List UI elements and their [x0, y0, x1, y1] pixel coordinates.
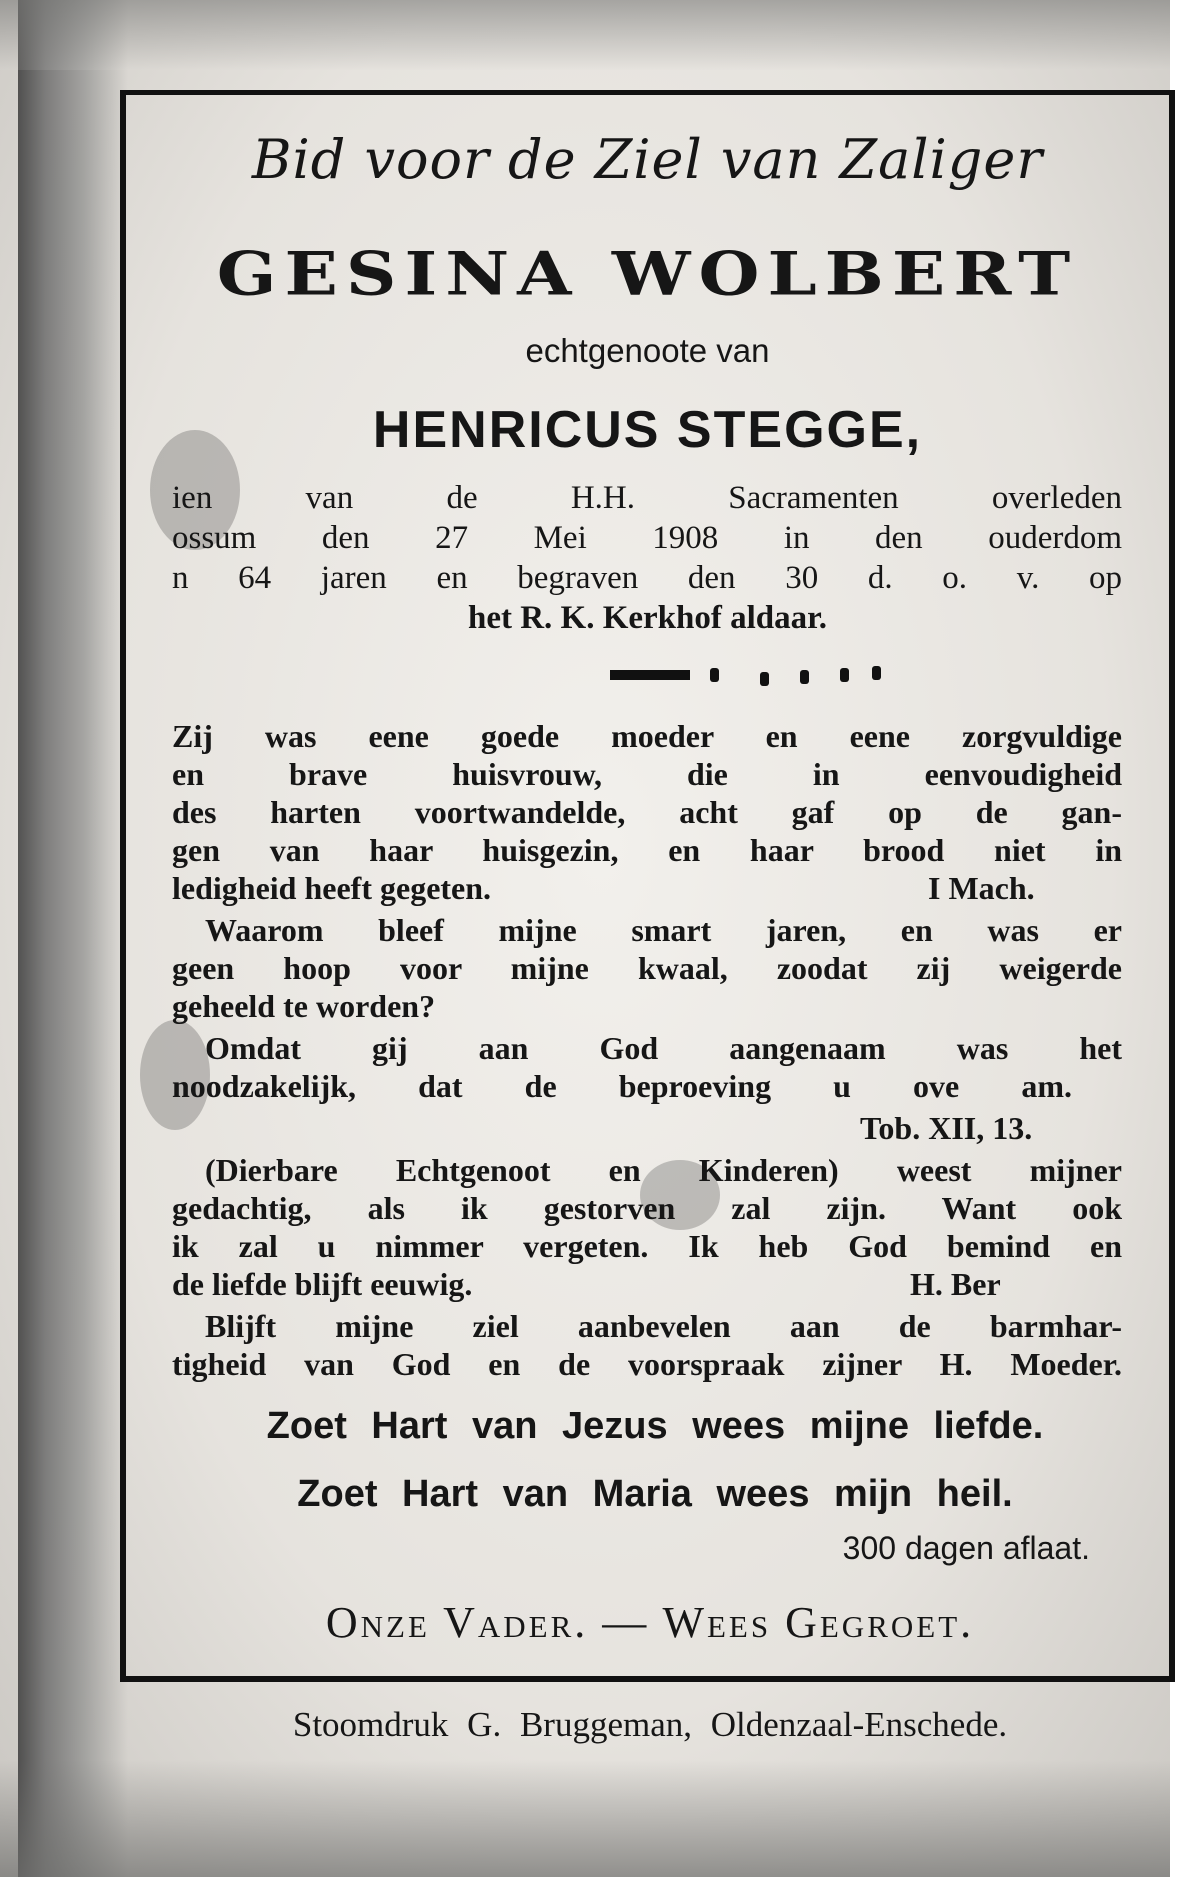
- divider-dot: [800, 670, 809, 684]
- death-notice-line: het R. K. Kerkhof aldaar.: [467, 600, 828, 636]
- body-line: ik zal u nimmer vergeten. Ik heb God bemind en: [172, 1228, 1122, 1264]
- body-line: des harten voortwandelde, acht gaf op de gan-: [172, 794, 1122, 830]
- deceased-name: GESINA WOLBERT: [216, 238, 1079, 309]
- body-line: Blijft mijne ziel aanbevelen aan de barmhar-: [205, 1308, 1122, 1344]
- printer-imprint: Stoomdruk G. Bruggeman, Oldenzaal-Enschede.: [292, 1705, 1008, 1744]
- body-line: (Dierbare Echtgenoot en Kinderen) weest mijner: [205, 1152, 1122, 1188]
- divider-dot: [710, 668, 719, 682]
- reference-tob: Tob. XII, 13.: [860, 1110, 1033, 1146]
- death-notice-line: ossum den 27 Mei 1908 in den ouderdom: [172, 520, 1122, 556]
- death-notice-line: n 64 jaren en begraven den 30 d. o. v. op: [172, 560, 1122, 596]
- card-edge-shadow-bottom: [0, 1760, 1200, 1877]
- divider-dot: [760, 672, 769, 686]
- body-line: geheeld te worden?: [172, 988, 436, 1024]
- spouse-intro: echtgenoote van: [525, 332, 770, 369]
- body-line: gen van haar huisgezin, en haar brood niet in: [172, 832, 1122, 868]
- card-edge-shadow-left: [18, 0, 128, 1877]
- body-line: en brave huisvrouw, die in eenvoudigheid: [172, 756, 1122, 792]
- card-heading: Bid voor de Ziel van Zaliger: [251, 128, 1044, 191]
- bottom-rule: [120, 1676, 1175, 1682]
- indulgence-note: 300 dagen aflaat.: [842, 1530, 1090, 1566]
- divider-rule: [610, 670, 690, 680]
- body-line: tigheid van God en de voorspraak zijner H. Moeder.: [172, 1346, 1122, 1382]
- body-line: noodzakelijk, dat de beproeving u ove am.: [172, 1068, 1072, 1104]
- reference-mach: I Mach.: [928, 870, 1035, 906]
- body-line: geen hoop voor mijne kwaal, zoodat zij weigerde: [172, 950, 1122, 986]
- body-line: Omdat gij aan God aangenaam was het: [205, 1030, 1122, 1066]
- body-line: ledigheid heeft gegeten.: [172, 870, 492, 906]
- prayer-line: Zoet Hart van Maria wees mijn heil.: [297, 1473, 1013, 1515]
- divider-dot: [840, 668, 849, 682]
- body-line: gedachtig, als ik gestorven zal zijn. Want ook: [172, 1190, 1122, 1226]
- card-edge-shadow-top: [0, 0, 1200, 70]
- spouse-name: HENRICUS STEGGE,: [372, 401, 923, 459]
- death-notice-line: ien van de H.H. Sacramenten overleden: [172, 480, 1122, 516]
- prayer-line: Zoet Hart van Jezus wees mijne liefde.: [266, 1405, 1044, 1447]
- body-line: Waarom bleef mijne smart jaren, en was er: [205, 912, 1122, 948]
- divider-dot: [872, 666, 881, 680]
- body-line: Zij was eene goede moeder en eene zorgvuldige: [172, 718, 1122, 754]
- closing-prayers: Onze Vader. — Wees Gegroet.: [325, 1598, 975, 1647]
- body-line: de liefde blijft eeuwig.: [172, 1266, 473, 1302]
- reference-ber: H. Ber: [910, 1266, 1001, 1302]
